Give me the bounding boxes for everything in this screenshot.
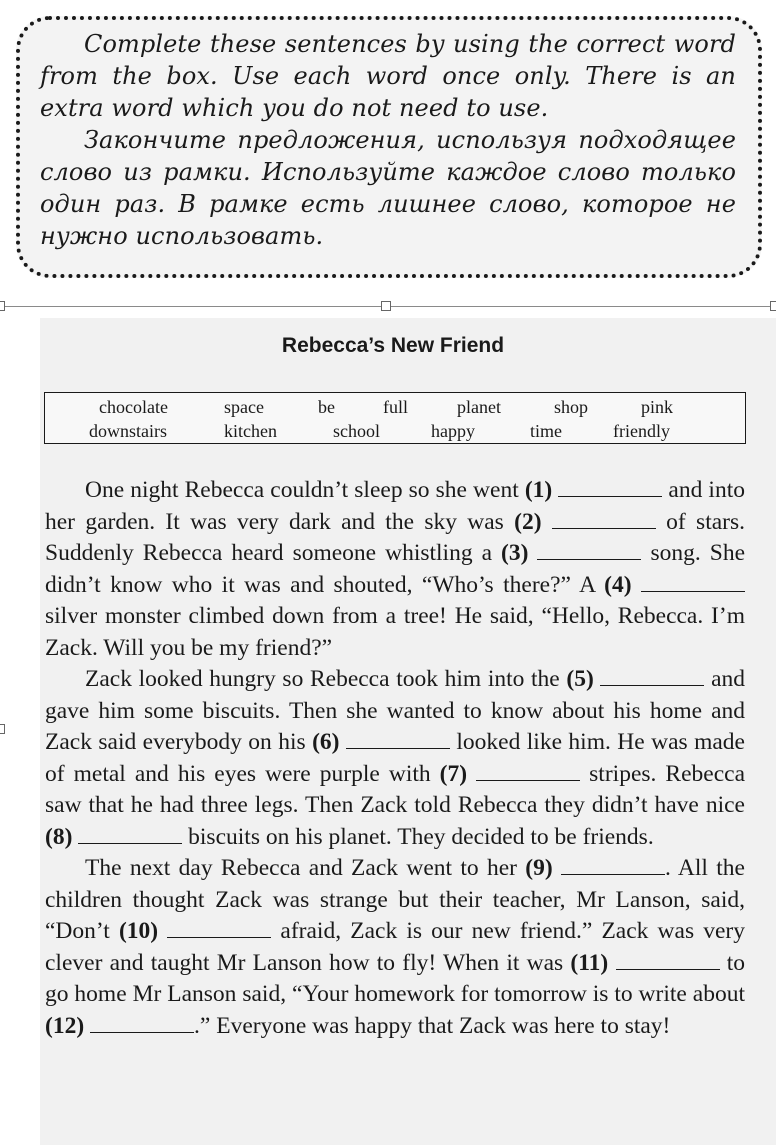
gap-blank-11[interactable] bbox=[616, 969, 720, 970]
story-paragraph-3 bbox=[45, 853, 745, 1042]
gap-number-6: (6) bbox=[312, 729, 340, 755]
gap-blank-4[interactable] bbox=[641, 591, 745, 592]
instructions-english-text: Complete these sentences by using the correct word from the box. Use each word once only. There is an extra word which you do not need to use. bbox=[40, 30, 736, 122]
resize-handle-top-left[interactable] bbox=[0, 301, 5, 311]
word-box-item: friendly bbox=[613, 421, 670, 441]
story-text-segment: One night Rebecca couldn’t sleep so she went bbox=[85, 477, 525, 503]
gap-number-12: (12) bbox=[45, 1012, 85, 1039]
gap-number-4: (4) bbox=[604, 571, 632, 598]
gap-blank-2[interactable] bbox=[552, 528, 656, 529]
story-text-segment: song. She didn’t know who it was and shouted, “Who’s there?” A bbox=[45, 540, 746, 598]
story-text-segment: afraid, Zack is our new friend.” Zack was very clever and taught Mr Lanson how to fly! When it was bbox=[45, 918, 746, 976]
story-text-segment: .” Everyone was happy that Zack was here to stay! bbox=[194, 1012, 671, 1039]
word-box-item: space bbox=[224, 397, 264, 417]
gap-number-10: (10) bbox=[118, 918, 159, 944]
word-box-item: time bbox=[530, 421, 562, 441]
gap-number-3: (3) bbox=[501, 540, 529, 566]
word-box-item: chocolate bbox=[99, 397, 168, 417]
word-box-item: shop bbox=[554, 397, 589, 417]
story-text-segment: and gave him some biscuits. Then she wanted to know about his home and Zack said everybody on his bbox=[45, 666, 746, 755]
word-box-item: pink bbox=[641, 397, 674, 417]
word-box-item: full bbox=[383, 397, 408, 417]
resize-handle-top-middle[interactable] bbox=[381, 301, 391, 311]
gap-number-8: (8) bbox=[45, 823, 73, 850]
gap-number-2: (2) bbox=[514, 508, 542, 535]
instructions-russian bbox=[40, 124, 736, 252]
resize-handle-left-middle[interactable] bbox=[0, 724, 5, 734]
story-paragraph-1 bbox=[45, 475, 745, 664]
word-box-item: happy bbox=[431, 421, 475, 441]
story-text-segment: biscuits on his planet. They decided to be friends. bbox=[182, 823, 654, 850]
gap-number-11: (11) bbox=[570, 949, 609, 976]
story-text-segment: of stars. Suddenly Rebecca heard someone whistling a bbox=[45, 508, 745, 566]
story-text-segment: and into her garden. It was very dark and the sky was bbox=[45, 477, 745, 535]
instructions-box bbox=[16, 16, 762, 278]
instructions-russian-text: Закончите предложения, используя подходящее слово из рамки. Используйте каждое слово только один раз. В рамке есть лишнее слово, которое не нужно использовать. bbox=[40, 126, 736, 250]
gap-blank-10[interactable] bbox=[167, 937, 271, 938]
word-box-item: downstairs bbox=[89, 421, 167, 441]
word-box bbox=[44, 392, 746, 444]
story-text-segment: The next day Rebecca and Zack went to her bbox=[85, 855, 526, 881]
gap-blank-7[interactable] bbox=[476, 780, 580, 781]
gap-blank-6[interactable] bbox=[346, 748, 450, 749]
story-text bbox=[45, 475, 745, 1042]
gap-blank-3[interactable] bbox=[537, 559, 641, 560]
story-text-segment: Zack looked hungry so Rebecca took him into the bbox=[85, 666, 567, 692]
gap-number-5: (5) bbox=[566, 666, 594, 692]
gap-blank-5[interactable] bbox=[600, 685, 704, 686]
story-paragraph-2 bbox=[45, 664, 745, 853]
story-text-segment: looked like him. He was made of metal and his eyes were purple with bbox=[45, 729, 745, 787]
gap-blank-8[interactable] bbox=[78, 843, 182, 844]
story-text-segment: to go home Mr Lanson said, “Your homework for tomorrow is to write about bbox=[45, 949, 746, 1007]
word-box-item: kitchen bbox=[224, 421, 277, 441]
story-text-segment: . All the children thought Zack was strange but their teacher, Mr Lanson, said, “Don’t bbox=[45, 855, 745, 944]
word-box-item: be bbox=[318, 397, 335, 417]
story-text-segment: silver monster climbed down from a tree! He said, “Hello, Rebecca. I’m Zack. Will you be my friend?” bbox=[45, 603, 745, 661]
exercise-title: Rebecca’s New Friend bbox=[281, 334, 505, 357]
resize-handle-top-right[interactable] bbox=[770, 301, 776, 311]
gap-blank-12[interactable] bbox=[90, 1032, 194, 1033]
word-box-item: school bbox=[333, 421, 380, 441]
gap-number-9: (9) bbox=[525, 855, 553, 881]
gap-number-1: (1) bbox=[524, 477, 553, 503]
gap-blank-9[interactable] bbox=[561, 874, 665, 875]
gap-blank-1[interactable] bbox=[558, 496, 662, 497]
gap-number-7: (7) bbox=[439, 760, 468, 787]
story-text-segment: stripes. Rebecca saw that he had three legs. Then Zack told Rebecca they didn’t have nice bbox=[45, 760, 746, 818]
instructions-english bbox=[40, 28, 736, 124]
word-box-item: planet bbox=[457, 397, 501, 417]
